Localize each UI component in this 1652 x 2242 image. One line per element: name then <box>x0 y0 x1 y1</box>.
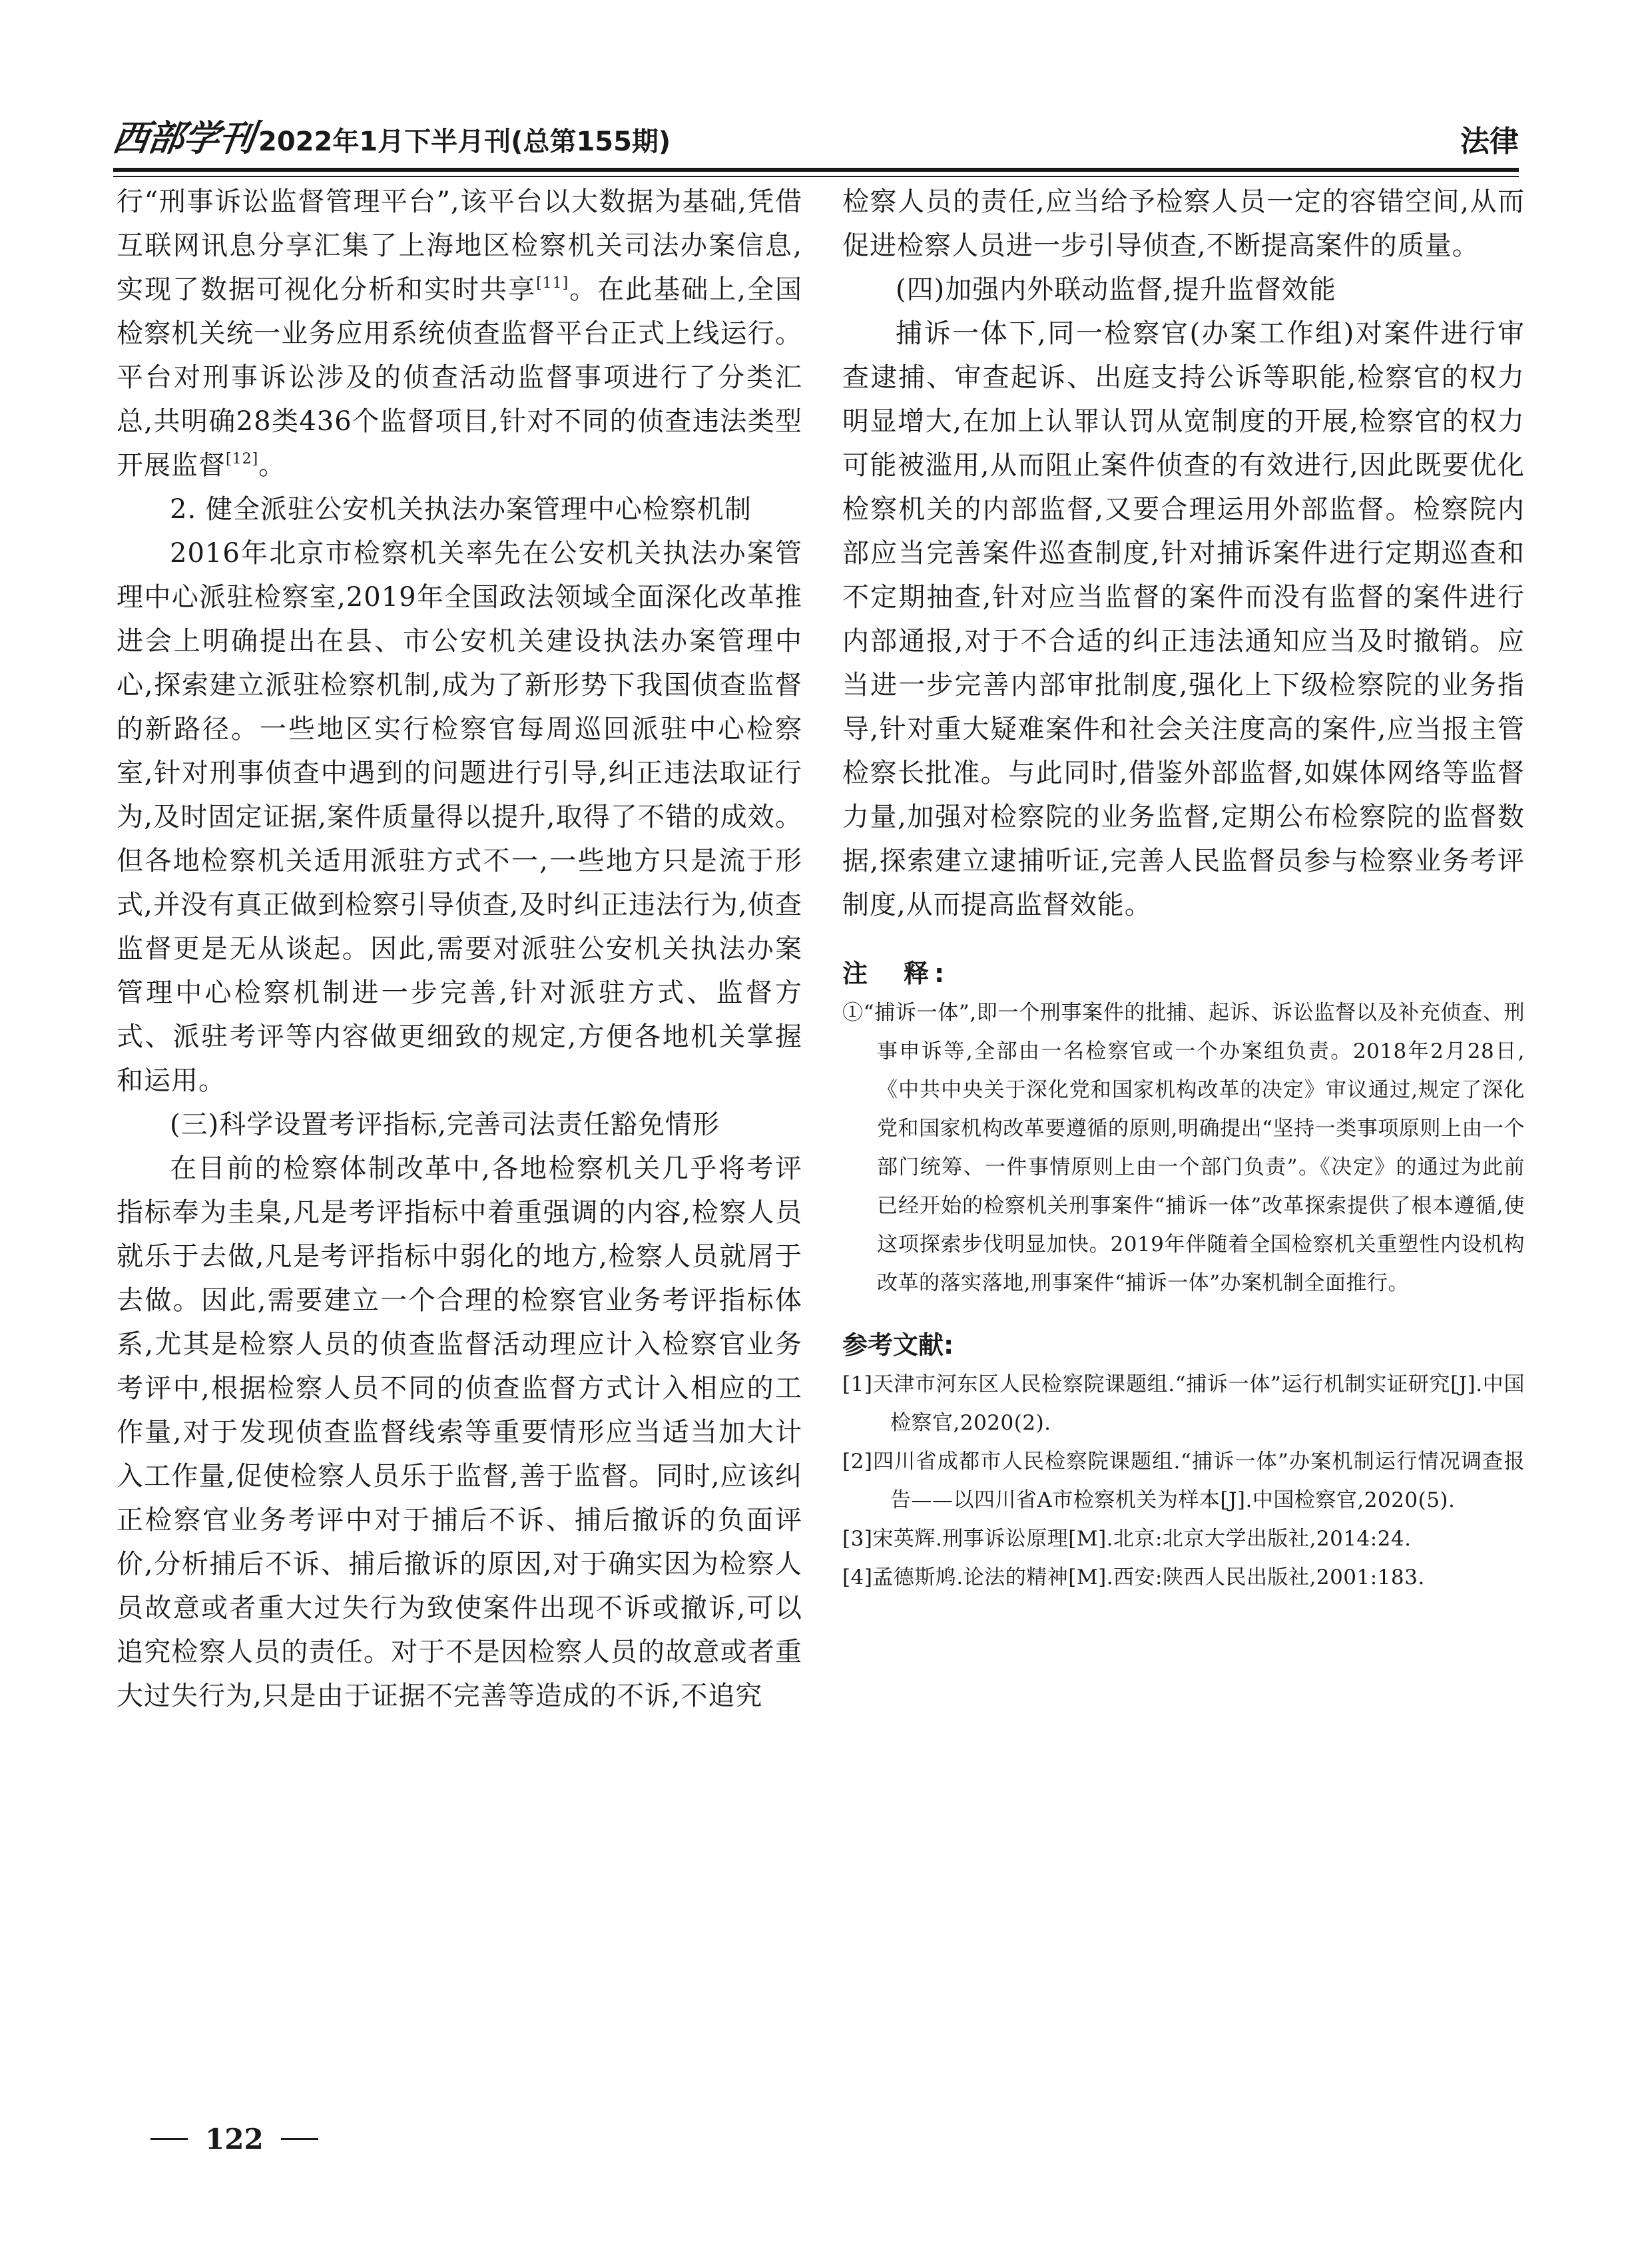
section-heading: (三)科学设置考评指标,完善司法责任豁免情形 <box>170 1109 720 1140</box>
paragraph: 检察人员的责任,应当给予检察人员一定的容错空间,从而促进检察人员进一步引导侦查,不断提高案件的质量。 <box>842 186 1525 261</box>
issue-info: 2022年1月下半月刊(总第155期) <box>258 127 671 157</box>
page-header <box>110 115 1519 161</box>
section-label: 法律 <box>1460 125 1519 158</box>
subsection-heading: 2. 健全派驻公安机关执法办案管理中心检察机制 <box>170 494 752 525</box>
paragraph: 行“刑事诉讼监督管理平台”,该平台以大数据为基础,凭借互联网讯息分享汇集了上海地区检察机关司法办案信息,实现了数据可视化分析和实时共享[11]。在此基础上,全国检察机关统一业务应用系统侦查监督平台正式上线运行。平台对刑事诉讼涉及的侦查活动监督事项进行了分类汇总,共明确28类436个监督项目,针对不同的侦查违法类型开展监督[12]。 <box>117 186 803 481</box>
right-column <box>842 180 1525 1597</box>
citation-ref: [11] <box>536 275 569 292</box>
reference-item: [2]四川省成都市人民检察院课题组.“捕诉一体”办案机制运行情况调查报告——以四川省A市检察机关为样本[J].中国检察官,2020(5). <box>842 1450 1525 1512</box>
references-title: 参考文献: <box>842 1330 954 1360</box>
citation-ref: [12] <box>226 451 259 467</box>
page-number: 122 <box>205 2123 264 2155</box>
reference-item: [4]孟德斯鸠.论法的精神[M].西安:陕西人民出版社,2001:183. <box>842 1565 1425 1589</box>
header-rule-thin <box>113 176 1519 177</box>
paragraph: 捕诉一体下,同一检察官(办案工作组)对案件进行审查逮捕、审查起诉、出庭支持公诉等职能,检察官的权力明显增大,在加上认罪认罚从宽制度的开展,检察官的权力可能被滥用,从而阻止案件侦查的有效进行,因此既要优化检察机关的内部监督,又要合理运用外部监督。检察院内部应当完善案件巡查制度,针对捕诉案件进行定期巡查和不定期抽查,针对应当监督的案件而没有监督的案件进行内部通报,对于不合适的纠正违法通知应当及时撤销。应当进一步完善内部审批制度,强化上下级检察院的业务指导,针对重大疑难案件和社会关注度高的案件,应当报主管检察长批准。与此同时,借鉴外部监督,如媒体网络等监督力量,加强对检察院的业务监督,定期公布检察院的监督数据,探索建立逮捕听证,完善人民监督员参与检察业务考评制度,从而提高监督效能。 <box>842 318 1525 920</box>
left-column <box>117 180 802 1718</box>
reference-item: [3]宋英辉.刑事诉讼原理[M].北京:北京大学出版社,2014:24. <box>842 1527 1412 1551</box>
page-footer <box>133 2123 336 2155</box>
section-heading: (四)加强内外联动监督,提升监督效能 <box>896 274 1336 305</box>
journal-logo: 西部学刊 <box>110 117 258 159</box>
paragraph: 在目前的检察体制改革中,各地检察机关几乎将考评指标奉为圭臬,凡是考评指标中着重强调的内容,检察人员就乐于去做,凡是考评指标中弱化的地方,检察人员就屑于去做。因此,需要建立一个合理的检察官业务考评指标体系,尤其是检察人员的侦查监督活动理应计入检察官业务考评中,根据检察人员不同的侦查监督方式计入相应的工作量,对于发现侦查监督线索等重要情形应当适当加大计入工作量,促使检察人员乐于监督,善于监督。同时,应该纠正检察官业务考评中对于捕后不诉、捕后撤诉的负面评价,分析捕后不诉、捕后撤诉的原因,对于确实因为检察人员故意或者重大过失行为致使案件出现不诉或撤诉,可以追究检察人员的责任。对于不是因检察人员的故意或者重大过失行为,只是由于证据不完善等造成的不诉,不追究 <box>117 1153 802 1711</box>
footnote: ①“捕诉一体”,即一个刑事案件的批捕、起诉、诉讼监督以及补充侦查、刑事申诉等,全部由一名检察官或一个办案组负责。2018年2月28日,《中共中央关于深化党和国家机构改革的决定》审议通过,规定了深化党和国家机构改革要遵循的原则,明确提出“坚持一类事项原则上由一个部门统筹、一件事情原则上由一个部门负责”。《决定》的通过为此前已经开始的检察机关刑事案件“捕诉一体”改革探索提供了根本遵循,使这项探索步伐明显加快。2019年伴随着全国检察机关重塑性内设机构改革的落实落地,刑事案件“捕诉一体”办案机制全面推行。 <box>842 1001 1525 1295</box>
notes-title: 注 释: <box>842 959 950 988</box>
paragraph: 2016年北京市检察机关率先在公安机关执法办案管理中心派驻检察室,2019年全国政法领域全面深化改革推进会上明确提出在县、市公安机关建设执法办案管理中心,探索建立派驻检察机制,成为了新形势下我国侦查监督的新路径。一些地区实行检察官每周巡回派驻中心检察室,针对刑事侦查中遇到的问题进行引导,纠正违法取证行为,及时固定证据,案件质量得以提升,取得了不错的成效。但各地检察机关适用派驻方式不一,一些地方只是流于形式,并没有真正做到检察引导侦查,及时纠正违法行为,侦查监督更是无从谈起。因此,需要对派驻公安机关执法办案管理中心检察机制进一步完善,针对派驻方式、监督方式、派驻考评等内容做更细致的规定,方便各地机关掌握和运用。 <box>117 538 802 1096</box>
footer-dash <box>150 2138 188 2140</box>
footer-dash <box>281 2138 318 2140</box>
header-rule <box>113 168 1519 172</box>
masthead <box>110 110 671 161</box>
reference-item: [1]天津市河东区人民检察院课题组.“捕诉一体”运行机制实证研究[J].中国检察官,2020(2). <box>842 1372 1525 1435</box>
